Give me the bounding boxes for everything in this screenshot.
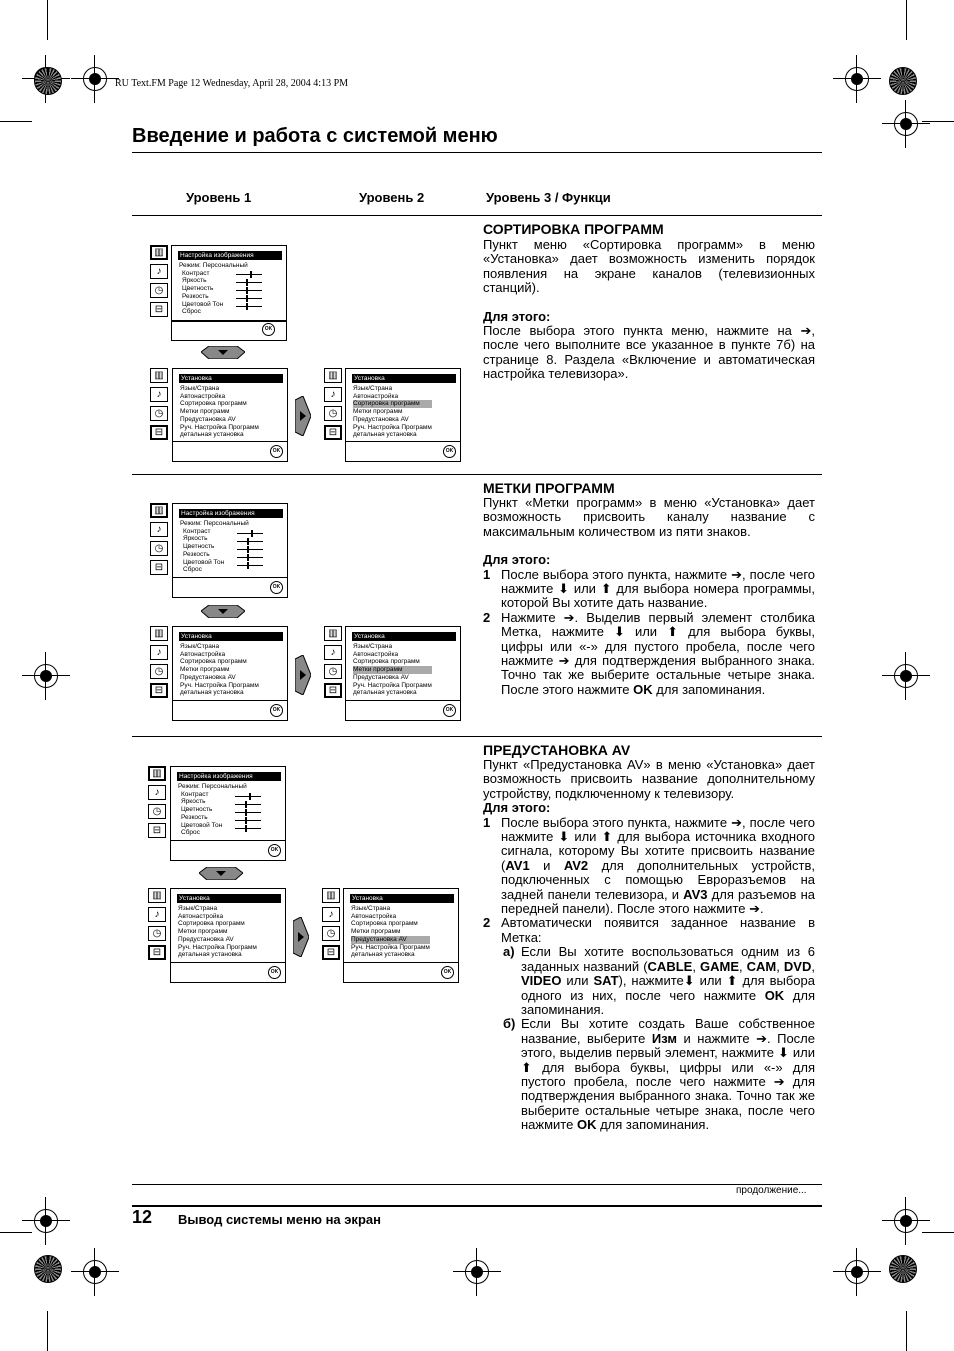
menu-line: Сброс [181, 829, 200, 837]
step-text: для дополнительных устройств, подключенных с помощью Евроразъемов на задней панели телевизора, и [501, 857, 815, 902]
trim-line [0, 121, 32, 122]
step-text: и [529, 857, 564, 873]
step-item [483, 611, 815, 697]
preset-name: GAME [699, 958, 739, 974]
step-number: 1 [483, 814, 491, 830]
step-text: для запоминания. [652, 681, 766, 697]
sound-icon: ♪ [150, 387, 168, 402]
intro-paragraph: Пункт «Предустановка AV» в меню «Установка» дает возможность присвоить название дополнительному устройству, подключенному к телевизору. [483, 757, 815, 801]
slider-icon [236, 287, 262, 294]
slider-icon [235, 809, 261, 816]
menu-line: Метки программ [180, 666, 230, 674]
setup-icon: ⊟ [150, 425, 168, 440]
menu-line: детальная установка [353, 689, 417, 697]
for-this-heading: Для этого: [483, 308, 551, 324]
menu-line: Сортировка программ [353, 658, 420, 666]
column-heading-level3: Уровень 3 / Функци [486, 190, 611, 205]
setup-menu-screen [345, 368, 461, 462]
menu-line: Руч. Настройка Программ [180, 423, 259, 431]
registration-mark [71, 55, 119, 103]
menu-footer-rule [173, 441, 287, 442]
sub-step-text: ), нажмите⬇ или ⬆ для выбора одного из них, после чего нажмите [521, 973, 815, 1003]
trim-line [906, 1311, 907, 1351]
setup-icon: ⊟ [150, 683, 168, 698]
clock-icon: ◷ [148, 926, 166, 941]
edit-option-label: Изм [651, 1030, 677, 1046]
setup-icon: ⊟ [324, 683, 342, 698]
menu-line: детальная установка [180, 431, 244, 439]
picture-menu-screen [172, 503, 288, 598]
ok-button-icon: OK [270, 445, 283, 458]
menu-line: Цветовой Тон [182, 300, 224, 308]
intro-paragraph: Пункт меню «Сортировка программ» в меню «Установка» дает возможность изменить порядок появления на экране каналов (телевизионных станций). [483, 237, 815, 296]
ok-key-label: OK [764, 987, 785, 1003]
slider-icon [236, 271, 262, 278]
menu-line: Режим: Персональный [180, 520, 249, 527]
trim-line [906, 0, 907, 40]
menu-line: Резкость [182, 292, 209, 300]
sound-icon: ♪ [148, 907, 166, 922]
menu-title: Настройка изображения [178, 251, 282, 260]
menu-title: Установка [350, 894, 454, 903]
setup-icon: ⊟ [148, 823, 166, 838]
clock-icon: ◷ [324, 664, 342, 679]
screen-right-edge [286, 320, 287, 341]
preset-name: CAM [746, 958, 777, 974]
menu-line: Сортировка программ [180, 400, 247, 408]
menu-line-highlighted: Предустановка AV [351, 936, 430, 944]
menu-title: Установка [177, 894, 281, 903]
menu-line: Сброс [182, 308, 201, 316]
av-label: AV2 [563, 857, 589, 873]
av-label: AV3 [683, 886, 708, 902]
menu-line: Метки программ [351, 928, 401, 936]
setup-icon: ⊟ [322, 945, 340, 960]
menu-title: Установка [179, 632, 283, 641]
slider-icon [237, 530, 263, 537]
menu-line: Автонастройка [353, 392, 399, 400]
setup-icon: ⊟ [324, 425, 342, 440]
registration-mark [453, 1248, 501, 1296]
step-text: Автоматически появится заданное название в Метка: [501, 915, 815, 945]
picture-icon: ▥ [150, 245, 168, 260]
menu-line: Язык/Страна [351, 905, 391, 912]
sound-icon: ♪ [150, 522, 168, 537]
menu-line: Предустановка AV [180, 673, 236, 681]
sound-icon: ♪ [322, 907, 340, 922]
fm-file-header: RU Text.FM Page 12 Wednesday, April 28, 2004 4:13 PM [115, 78, 349, 89]
section-text [483, 758, 815, 1133]
slider-icon [237, 538, 263, 545]
menu-line: Цветность [181, 806, 213, 814]
sub-step-letter: б) [503, 1016, 516, 1032]
menu-line: Предустановка AV [353, 415, 409, 423]
picture-icon: ▥ [148, 888, 166, 903]
menu-line: Цветность [183, 543, 215, 551]
ok-key-label: OK [576, 1117, 597, 1133]
menu-line: детальная установка [178, 951, 242, 959]
sub-step-letter: а) [503, 944, 515, 960]
slider-icon [236, 279, 262, 286]
menu-footer-rule [171, 840, 285, 841]
color-disc-icon [889, 67, 917, 95]
menu-line: Руч. Настройка Программ [178, 943, 257, 951]
menu-line-highlighted: Метки программ [353, 666, 432, 674]
menu-line: Язык/Страна [353, 385, 393, 392]
ok-button-icon: OK [268, 966, 281, 979]
setup-menu-screen [172, 368, 288, 462]
picture-icon: ▥ [150, 503, 168, 518]
slider-icon [235, 801, 261, 808]
menu-line: Руч. Настройка Программ [180, 681, 259, 689]
slider-icon [235, 825, 261, 832]
menu-title: Настройка изображения [177, 772, 281, 781]
clock-icon: ◷ [150, 541, 168, 556]
menu-line: Режим: Персональный [178, 783, 247, 790]
slider-icon [237, 554, 263, 561]
screen-left-edge [171, 320, 172, 341]
picture-icon: ▥ [322, 888, 340, 903]
menu-line: Язык/Страна [180, 385, 220, 392]
menu-footer-rule [346, 441, 460, 442]
menu-icon-column [150, 626, 168, 702]
ok-button-icon: OK [443, 704, 456, 717]
menu-line: Предустановка AV [180, 415, 236, 423]
menu-line: Яркость [181, 798, 206, 806]
menu-icon-column [150, 368, 168, 444]
menu-title: Установка [179, 374, 283, 383]
slider-icon [236, 303, 262, 310]
footer-section-title: Вывод системы меню на экран [178, 1212, 381, 1227]
sub-step-text: и нажмите ➔. После этого, выделив первый элемент, нажмите ⬇ или ⬆ для выбора буквы, цифры или «-» для пустого пробела, после чего нажмите ➔ для подтверждения выбранного знака. Точно так же выберите остальные четыре знака, после чего нажмите [521, 1030, 816, 1133]
preset-name: CABLE [647, 958, 693, 974]
menu-line: Цветовой Тон [183, 558, 225, 566]
menu-line: Метки программ [180, 408, 230, 416]
preset-name: DVD [783, 958, 812, 974]
menu-footer-rule [172, 320, 286, 321]
menu-line: Контраст [182, 269, 210, 277]
menu-footer-rule [171, 962, 285, 963]
trim-line [47, 0, 48, 40]
menu-line: Сортировка программ [351, 920, 418, 928]
trim-line [0, 1232, 32, 1233]
column-heading-level2: Уровень 2 [359, 190, 425, 205]
menu-line: Автонастройка [353, 650, 399, 658]
menu-icon-column [148, 766, 166, 842]
footer-rule [132, 1184, 822, 1185]
section-divider [132, 474, 822, 475]
screen-bottom [171, 340, 287, 341]
slider-icon [237, 546, 263, 553]
menu-line: детальная установка [353, 431, 417, 439]
picture-menu-screen [170, 766, 286, 861]
menu-icon-column [148, 888, 166, 964]
menu-icon-column [150, 503, 168, 579]
registration-mark [833, 55, 881, 103]
sound-icon: ♪ [324, 387, 342, 402]
menu-line: Предустановка AV [353, 673, 409, 681]
menu-icon-column [324, 368, 342, 444]
ok-button-icon: OK [268, 844, 281, 857]
section-text [483, 496, 815, 697]
menu-line: детальная установка [351, 951, 415, 959]
section-divider [132, 215, 822, 216]
continued-note: продолжение... [736, 1185, 807, 1196]
menu-line: Цветность [182, 285, 214, 293]
registration-mark [22, 1197, 70, 1245]
sub-step-text: для запоминания. [521, 987, 816, 1017]
clock-icon: ◷ [148, 804, 166, 819]
registration-mark [882, 1197, 930, 1245]
menu-icon-column [324, 626, 342, 702]
preset-name: VIDEO [521, 973, 562, 989]
menu-line: Метки программ [178, 928, 228, 936]
menu-line: Автонастройка [351, 912, 397, 920]
menu-line: Сортировка программ [180, 658, 247, 666]
av-label: AV1 [505, 857, 530, 873]
menu-icon-column [322, 888, 340, 964]
step-text: После выбора этого пункта, нажмите ➔, после чего нажмите ⬇ или ⬆ для выбора номера программы, которой Вы хотите дать название. [501, 566, 815, 611]
step-item [483, 568, 815, 611]
registration-mark [22, 652, 70, 700]
trim-line [922, 1232, 954, 1233]
sub-step-text: для запоминания. [596, 1117, 710, 1133]
menu-line: Резкость [181, 813, 208, 821]
ok-button-icon: OK [443, 445, 456, 458]
registration-mark [71, 1248, 119, 1296]
menu-line: Язык/Страна [180, 643, 220, 650]
slider-icon [236, 295, 262, 302]
setup-menu-screen [343, 888, 459, 983]
menu-title: Установка [352, 374, 456, 383]
picture-icon: ▥ [148, 766, 166, 781]
setup-icon: ⊟ [148, 945, 166, 960]
step-text: для разъемов на передней панели). После этого нажмите ➔. [501, 886, 815, 917]
right-arrow-icon [293, 917, 309, 957]
menu-line-highlighted: Сортировка программ [353, 400, 432, 408]
menu-line: Язык/Страна [178, 905, 218, 912]
setup-icon: ⊟ [150, 302, 168, 317]
menu-line: Руч. Настройка Программ [353, 423, 432, 431]
ok-key-label: OK [633, 681, 653, 697]
trim-line [47, 1311, 48, 1351]
section-title: СОРТИРОВКА ПРОГРАММ [483, 221, 664, 237]
menu-line: Сортировка программ [178, 920, 245, 928]
page-number: 12 [132, 1207, 153, 1227]
section-title: МЕТКИ ПРОГРАММ [483, 480, 615, 496]
menu-line: Автонастройка [180, 650, 226, 658]
menu-line: Режим: Персональный [179, 262, 248, 269]
setup-menu-screen [172, 626, 288, 721]
preset-name: SAT [593, 973, 619, 989]
section-title: ПРЕДУСТАНОВКА AV [483, 742, 631, 758]
page-title: Введение и работа с системой меню [132, 125, 498, 147]
sub-step-text: Если Вы хотите воспользоваться одним из 6 заданных названий ( [521, 944, 815, 974]
clock-icon: ◷ [322, 926, 340, 941]
color-disc-icon [34, 67, 62, 95]
ok-button-icon: OK [270, 704, 283, 717]
for-this-heading: Для этого: [483, 552, 551, 568]
menu-footer-rule [346, 700, 460, 701]
menu-footer-rule [344, 962, 458, 963]
menu-title: Установка [352, 632, 456, 641]
registration-mark [882, 652, 930, 700]
instruction-paragraph: После выбора этого пункта меню, нажмите на ➔, после чего выполните все указанное в пункте 7б) на странице 8. Раздела «Включение и автоматическая настройка телевизора». [483, 323, 815, 382]
setup-menu-screen [170, 888, 286, 983]
sub-step-item [483, 1017, 815, 1132]
menu-line: Контраст [181, 790, 209, 798]
setup-icon: ⊟ [150, 560, 168, 575]
down-arrow-icon [199, 867, 243, 880]
menu-line: Руч. Настройка Программ [351, 943, 430, 951]
color-disc-icon [34, 1255, 62, 1283]
menu-icon-column [150, 245, 168, 321]
menu-footer-rule [173, 700, 287, 701]
down-arrow-icon [201, 346, 245, 359]
menu-line: Язык/Страна [353, 643, 393, 650]
setup-menu-screen [345, 626, 461, 721]
section-divider [132, 736, 822, 737]
ok-button-icon: OK [262, 323, 275, 336]
clock-icon: ◷ [150, 283, 168, 298]
right-arrow-icon [295, 655, 311, 695]
intro-paragraph: Пункт «Метки программ» в меню «Установка» дает возможность присвоить каналу название с максимальным количеством из пяти знаков. [483, 495, 815, 539]
right-arrow-icon [295, 396, 311, 436]
footer-rule-thick [132, 1205, 822, 1207]
menu-line: Яркость [182, 277, 207, 285]
for-this-heading: Для этого: [483, 800, 551, 816]
slider-icon [235, 793, 261, 800]
down-arrow-icon [201, 605, 245, 618]
picture-menu-screen [171, 245, 287, 322]
sub-step-text: Если Вы хотите создать Ваше собственное название, выберите [521, 1016, 815, 1046]
sound-icon: ♪ [150, 264, 168, 279]
menu-footer-rule [173, 577, 287, 578]
registration-mark [882, 100, 930, 148]
clock-icon: ◷ [150, 664, 168, 679]
column-heading-level1: Уровень 1 [186, 190, 252, 205]
picture-icon: ▥ [150, 368, 168, 383]
menu-line: Автонастройка [178, 912, 224, 920]
menu-line: Контраст [183, 527, 211, 535]
menu-line: Сброс [183, 566, 202, 574]
step-number: 2 [483, 915, 491, 931]
trim-line [922, 121, 954, 122]
step-number: 2 [483, 609, 491, 625]
clock-icon: ◷ [324, 406, 342, 421]
menu-line: Яркость [183, 535, 208, 543]
step-item [483, 916, 815, 945]
step-text: Нажмите ➔. Выделив первый элемент столбика Метка, нажмите ⬇ или ⬆ для выбора буквы, цифры или «-» для пустого пробела, после чего нажмите ➔ для подтверждения выбранного знака. Точно так же выберите остальные четыре знака. После этого нажмите [501, 609, 815, 697]
picture-icon: ▥ [324, 368, 342, 383]
color-disc-icon [889, 1255, 917, 1283]
picture-icon: ▥ [150, 626, 168, 641]
menu-title: Настройка изображения [179, 509, 283, 518]
sound-icon: ♪ [150, 645, 168, 660]
menu-line: Цветовой Тон [181, 821, 223, 829]
sound-icon: ♪ [324, 645, 342, 660]
section-text [483, 238, 815, 382]
sub-step-item: а) Если Вы хотите воспользоваться одним из 6 заданных названий (CABLE, GAME, CAM, DVD, VIDEO или SAT), нажмите⬇ или ⬆ для выбора одного из них, после чего нажмите OK для запоминания. [503, 944, 816, 1017]
menu-line: Метки программ [353, 408, 403, 416]
step-text: После выбора этого пункта, нажмите ➔, после чего нажмите ⬇ или ⬆ для выбора источника входного сигнала, которому Вы хотите присвоить название ( [501, 814, 815, 873]
menu-line: Автонастройка [180, 392, 226, 400]
menu-line: Предустановка AV [178, 935, 234, 943]
picture-icon: ▥ [324, 626, 342, 641]
title-rule [132, 152, 822, 153]
registration-mark [833, 1248, 881, 1296]
sound-icon: ♪ [148, 785, 166, 800]
clock-icon: ◷ [150, 406, 168, 421]
slider-icon [235, 817, 261, 824]
step-item [483, 816, 815, 917]
menu-line: Резкость [183, 550, 210, 558]
menu-line: детальная установка [180, 689, 244, 697]
menu-line: Руч. Настройка Программ [353, 681, 432, 689]
slider-icon [237, 562, 263, 569]
ok-button-icon: OK [270, 581, 283, 594]
sub-step-text: или [561, 973, 594, 989]
step-number: 1 [483, 566, 491, 582]
ok-button-icon: OK [441, 966, 454, 979]
